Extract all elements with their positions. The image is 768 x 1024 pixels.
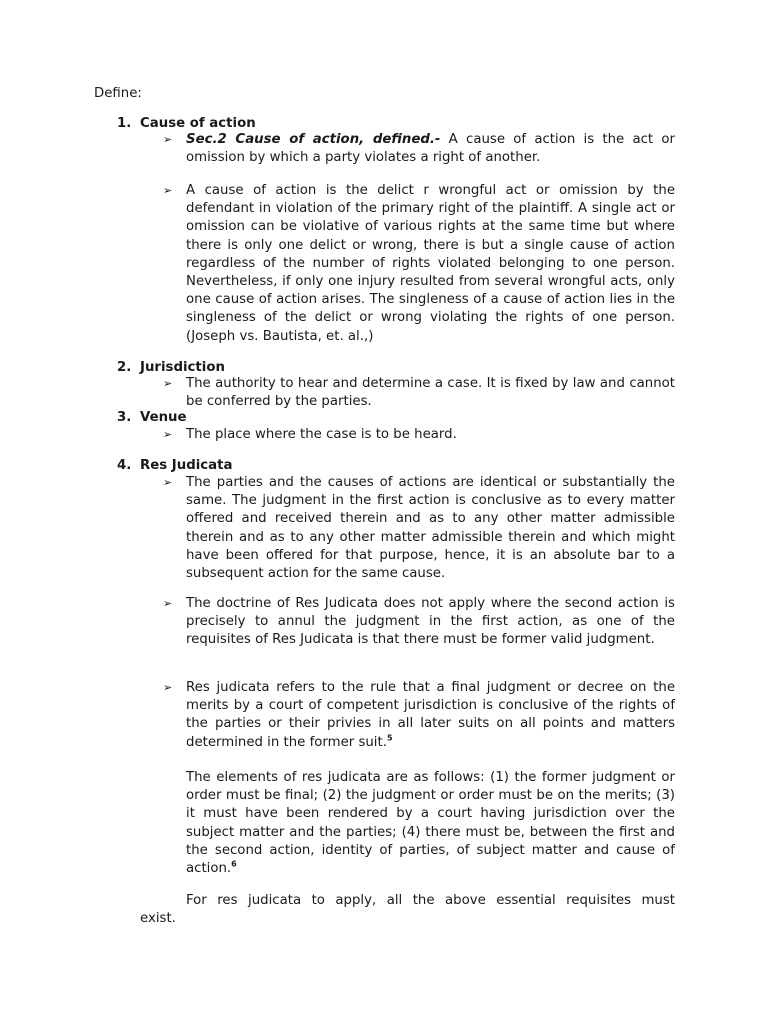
footnote-ref-6: 6 (231, 859, 237, 869)
section-4-number: 4. (117, 458, 132, 473)
section-3-number: 3. (117, 410, 132, 425)
arrow-bullet-icon: ➢ (163, 681, 173, 694)
arrow-bullet-icon: ➢ (163, 428, 173, 441)
jurisdiction-bullet-1: The authority to hear and determine a case. It is fixed by law and cannot be conferred by the parties. (186, 376, 675, 410)
sec2-lead: Sec.2 Cause of action, defined.- (186, 132, 441, 147)
define-label: Define: (94, 86, 142, 101)
res-judicata-bullet-3-text: Res judicata refers to the rule that a final judgment or decree on the merits by a court of competent jurisdiction is conclusive of the rights of the parties or their privies in all later suits on all points and matters determined in the former suit. (186, 680, 675, 750)
res-judicata-apply-line-2: exist. (140, 911, 176, 926)
arrow-bullet-icon: ➢ (163, 597, 173, 610)
footnote-ref-5: 5 (386, 733, 393, 743)
venue-bullet-1: The place where the case is to be heard. (186, 427, 457, 442)
res-judicata-bullet-2: The doctrine of Res Judicata does not apply where the second action is precisely to annul the judgment in the first action, as one of the requisites of Res Judicata is that there must be former valid judgment. (186, 596, 675, 648)
res-judicata-bullet-3 (186, 679, 675, 752)
arrow-bullet-icon: ➢ (163, 184, 173, 197)
res-judicata-apply-line-1: For res judicata to apply, all the above essential requisites must (186, 893, 675, 908)
section-1-number: 1. (117, 116, 132, 131)
section-1-title: Cause of action (140, 116, 256, 131)
arrow-bullet-icon: ➢ (163, 133, 173, 146)
section-2-title: Jurisdiction (140, 360, 225, 375)
cause-bullet-1-text: A cause of action is the act or omission by which a party violates a right of another. (186, 132, 675, 166)
cause-bullet-1 (186, 131, 675, 167)
section-2-number: 2. (117, 360, 132, 375)
arrow-bullet-icon: ➢ (163, 476, 173, 489)
section-3-title: Venue (140, 410, 187, 425)
res-judicata-elements-text: The elements of res judicata are as follows: (1) the former judgment or order must be final; (2) the judgment or order must be on the merits; (3) it must have been rendered by a court having jurisdiction over the subject matter and the parties; (4) there must be, between the first and the second action, identity of parties, of subject matter and cause of action. (186, 770, 675, 877)
cause-bullet-2: A cause of action is the delict r wrongful act or omission by the defendant in violation of the primary right of the plaintiff. A single act or omission can be violative of various rights at the same time but where there is only one delict or wrong, there is but a single cause of action regardless of the number of rights violated belonging to one person. Nevertheless, if only one injury resulted from several wrongful acts, only one cause of action arises. The singleness of a cause of action lies in the singleness of the delict or wrong violating the rights of one person. (Joseph vs. Bautista, et. al.,) (186, 183, 675, 344)
res-judicata-elements (186, 769, 675, 878)
arrow-bullet-icon: ➢ (163, 377, 173, 390)
section-4-title: Res Judicata (140, 458, 233, 473)
res-judicata-bullet-1: The parties and the causes of actions are identical or substantially the same. The judgment in the first action is conclusive as to every matter offered and received therein and as to any other matter admissible therein and as to any other matter admissible therein and which might have been offered for that purpose, hence, it is an absolute bar to a subsequent action for the same cause. (186, 475, 675, 582)
